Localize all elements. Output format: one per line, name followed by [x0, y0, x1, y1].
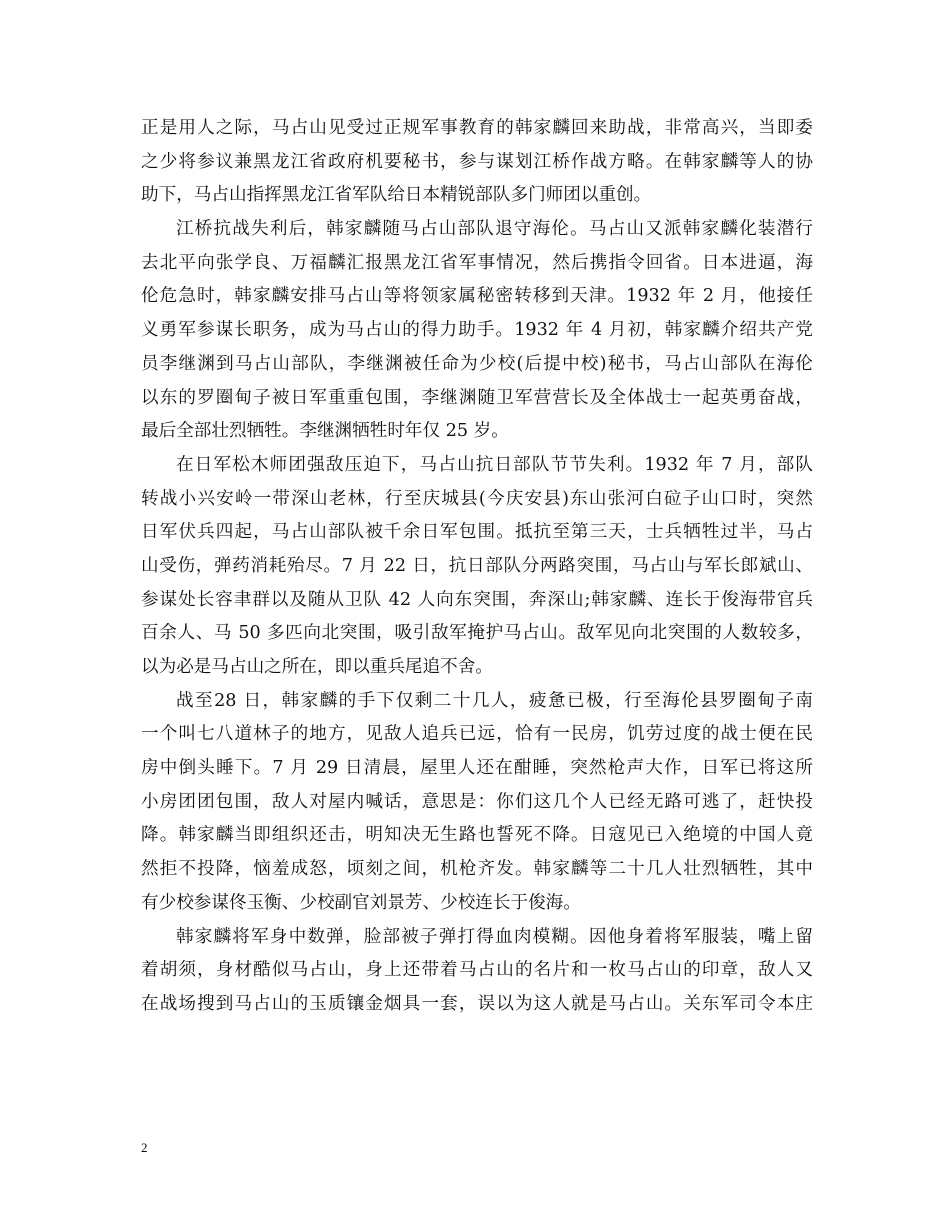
text-line: 山受伤，弹药消耗殆尽。7 月 22 日，抗日部队分两路突围，马占山与军长郎斌山、: [141, 555, 813, 576]
text-line: 助下，马占山指挥黑龙江省军队给日本精锐部队多门师团以重创。: [141, 185, 652, 206]
text-line: 正是用人之际，马占山见受过正规军事教育的韩家麟回来助战，非常高兴，当即委: [141, 118, 813, 138]
text-line: 房中倒头睡下。7 月 29 日清晨，屋里人还在酣睡，突然枪声大作，日军已将这所: [141, 758, 813, 779]
text-line: 最后全部壮烈牺牲。李继渊牺牲时年仅 25 岁。: [141, 421, 509, 442]
text-line: 战至28 日，韩家麟的手下仅剩二十几人，疲惫已极，行至海伦县罗圈甸子南: [176, 690, 813, 711]
text-line: 有少校参谋佟玉衡、少校副官刘景芳、少校连长于俊海。: [141, 892, 581, 913]
text-line: 以东的罗圈甸子被日军重重包围，李继渊随卫军营营长及全体战士一起英勇奋战，: [141, 387, 813, 408]
text-line: 转战小兴安岭一带深山老林，行至庆城县(今庆安县)东山张河白砬子山口时，突然: [141, 488, 813, 509]
paragraph: [141, 449, 813, 685]
text-line: 韩家麟将军身中数弹，脸部被子弹打得血肉模糊。因他身着将军服装，嘴上留: [176, 926, 813, 947]
text-line: 一个叫七八道林子的地方，见敌人追兵已远，恰有一民房，饥劳过度的战士便在民: [141, 724, 813, 745]
text-line: 然拒不投降，恼羞成怒，顷刻之间，机枪齐发。韩家麟等二十几人壮烈牺牲，其中: [141, 859, 813, 880]
text-line: 伦危急时，韩家麟安排马占山等将领家属秘密转移到天津。1932 年 2 月，他接任: [141, 286, 813, 307]
text-line: 去北平向张学良、万福麟汇报黑龙江省军事情况，然后携指令回省。日本进逼，海: [141, 252, 813, 273]
text-line: 在战场搜到马占山的玉质镶金烟具一套，误以为这人就是马占山。关东军司令本庄: [141, 993, 813, 1014]
text-line: 日军伏兵四起，马占山部队被千余日军包围。抵抗至第三天，士兵牺牲过半，马占: [141, 522, 813, 543]
text-line: 降。韩家麟当即组织还击，明知决无生路也誓死不降。日寇见已入绝境的中国人竟: [141, 825, 813, 846]
text-line: 着胡须，身材酷似马占山，身上还带着马占山的名片和一枚马占山的印章，敌人又: [141, 960, 813, 981]
text-line: 以为必是马占山之所在，即以重兵尾追不舍。: [141, 657, 493, 677]
text-line: 小房团团包围，敌人对屋内喊话，意思是：你们这几个人已经无路可逃了，赶快投: [141, 791, 813, 812]
text-line: 百余人、马 50 多匹向北突围，吸引敌军掩护马占山。敌军见向北突围的人数较多，: [141, 623, 813, 644]
text-line: 之少将参议兼黑龙江省政府机要秘书，参与谋划江桥作战方略。在韩家麟等人的协: [141, 151, 813, 172]
document-body: [141, 112, 813, 1022]
paragraph: [141, 685, 813, 921]
page-number: 2: [141, 1140, 148, 1155]
paragraph: [141, 112, 813, 213]
paragraph: [141, 921, 813, 1022]
text-line: 在日军松木师团强敌压迫下，马占山抗日部队节节失利。1932 年 7 月，部队: [176, 454, 813, 475]
text-line: 义勇军参谋长职务，成为马占山的得力助手。1932 年 4 月初，韩家麟介绍共产党: [141, 320, 813, 341]
text-line: 员李继渊到马占山部队，李继渊被任命为少校(后提中校)秘书，马占山部队在海伦: [141, 353, 813, 374]
text-line: 江桥抗战失利后，韩家麟随马占山部队退守海伦。马占山又派韩家麟化装潜行: [176, 219, 813, 240]
text-line: 参谋处长容聿群以及随从卫队 42 人向东突围，奔深山;韩家麟、连长于俊海带官兵: [141, 589, 813, 610]
paragraph: [141, 213, 813, 449]
